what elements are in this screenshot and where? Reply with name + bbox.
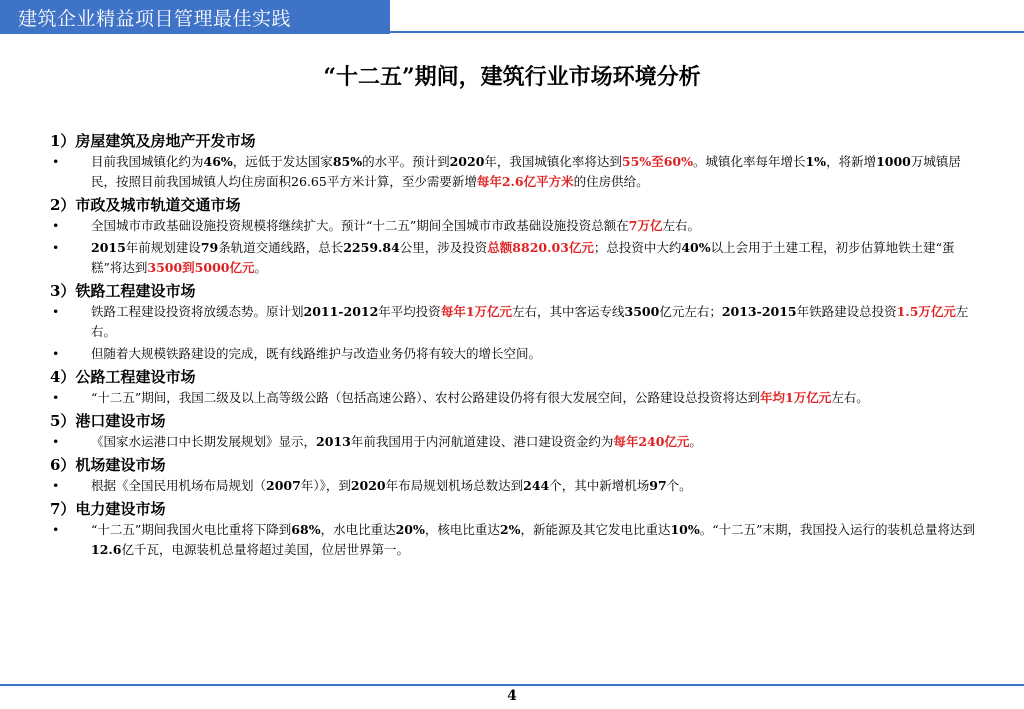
bullet-item: [50, 152, 985, 192]
bullet-dot-icon: •: [52, 390, 60, 405]
text-run: 40%: [681, 240, 711, 255]
text-run: 亿千瓦，电源装机总量将超过美国，位居世界第一。: [121, 542, 409, 557]
text-run: 年铁路建设总投资: [796, 304, 897, 319]
text-run: 万城镇居民，按照目前我国城镇人均住房面积: [91, 154, 961, 189]
text-run: 2013: [316, 434, 351, 449]
text-run: 2007: [266, 478, 301, 493]
text-run: 68%: [291, 522, 321, 537]
text-run: 全国城市市政基础设施投资规模将继续扩大。预计“十二五”期间全国城市市政基础设施投资总额在: [91, 218, 629, 233]
text-run: 的住房供给。: [573, 174, 649, 189]
text-run: 但随着大规模铁路建设的完成，既有线路维护与改造业务仍将有较大的增长空间。: [91, 346, 542, 361]
text-run: 左右。: [91, 304, 969, 339]
text-run: 244: [523, 478, 550, 493]
text-run: 左右，其中客运专线: [512, 304, 625, 319]
bullet-item: [50, 302, 985, 342]
section-5: [50, 410, 985, 452]
slide-title: “十二五”期间，建筑行业市场环境分析: [323, 64, 701, 90]
text-run: 年）》，到: [300, 478, 351, 493]
text-run: 个，其中新增机场: [549, 478, 650, 493]
content-body: [50, 128, 985, 562]
text-run: ，水电比重达: [320, 522, 396, 537]
text-run: 《国家水运港口中长期发展规划》显示，: [91, 434, 317, 449]
text-run: 2015: [91, 240, 126, 255]
section-heading: 2）市政及城市轨道交通市场: [50, 196, 241, 214]
text-run: 2020: [350, 478, 386, 493]
text-run: ；总投资中大约: [593, 240, 682, 255]
text-run: 3500: [624, 304, 660, 319]
footer-rule: [0, 684, 1024, 686]
highlight-text: 每年2.6亿平方米: [476, 174, 574, 189]
text-run: 左右。: [662, 218, 701, 233]
bullet-item: [50, 388, 985, 408]
highlight-text: 55%至60%: [621, 154, 693, 169]
text-run: 平方米计算，至少需要新增: [326, 174, 477, 189]
bullet-item: [50, 216, 985, 236]
section-2: [50, 194, 985, 278]
header-banner: [0, 0, 390, 34]
text-run: “十二五”期间我国火电比重将下降到: [91, 522, 292, 537]
highlight-text: 年均1万亿元: [760, 390, 832, 405]
text-run: 个。: [666, 478, 692, 493]
section-7: [50, 498, 985, 560]
text-run: 年，我国城镇化率将达到: [484, 154, 622, 169]
text-run: 26.65: [291, 174, 327, 189]
section-6: [50, 454, 985, 496]
section-heading: 5）港口建设市场: [50, 412, 166, 430]
section-heading: 4）公路工程建设市场: [50, 368, 196, 386]
text-run: 10%: [670, 522, 700, 537]
text-run: 年平均投资: [378, 304, 441, 319]
bullet-item: [50, 432, 985, 452]
text-run: “十二五”期间，我国二级及以上高等级公路（包括高速公路）、农村公路建设仍将有很大发展空间，公路建设总投资将达到: [91, 390, 761, 405]
section-heading: 3）铁路工程建设市场: [50, 282, 196, 300]
text-run: 根据《全国民用机场布局规划（: [91, 478, 267, 493]
bullet-dot-icon: •: [52, 434, 60, 449]
text-run: 铁路工程建设投资将放缓态势。原计划: [91, 304, 304, 319]
text-run: 的水平。预计到: [362, 154, 450, 169]
section-heading: 6）机场建设市场: [50, 456, 166, 474]
text-run: 。“十二五”末期，我国投入运行的装机总量将达到: [699, 522, 976, 537]
bullet-item: [50, 344, 985, 364]
text-run: 1000: [876, 154, 911, 169]
text-run: 目前我国城镇化约为: [91, 154, 204, 169]
text-run: 以上会用于土建工程，初步估算地铁土建“蛋糕”将达到: [91, 240, 955, 275]
text-run: 20%: [395, 522, 425, 537]
text-run: 1%: [805, 154, 827, 169]
highlight-text: 3500到5000亿元: [147, 260, 255, 275]
highlight-text: 1.5万亿元: [896, 304, 956, 319]
text-run: 。城镇化率每年增长: [692, 154, 806, 169]
text-run: 2%: [499, 522, 521, 537]
text-run: 亿元左右；: [659, 304, 722, 319]
text-run: 左右。: [831, 390, 869, 405]
banner-title: 建筑企业精益项目管理最佳实践: [18, 8, 292, 30]
text-run: 2013-2015: [721, 304, 797, 319]
bullet-dot-icon: •: [52, 522, 60, 537]
text-run: 。: [689, 434, 702, 449]
bullet-dot-icon: •: [52, 304, 60, 319]
header-rule: [390, 31, 1024, 33]
text-run: ，核电比重达: [424, 522, 500, 537]
text-run: 79: [200, 240, 219, 255]
text-run: 2020: [449, 154, 485, 169]
text-run: 年前规划建设: [125, 240, 201, 255]
bullet-item: [50, 520, 985, 560]
text-run: 。: [254, 260, 267, 275]
section-heading: 7）电力建设市场: [50, 500, 166, 518]
highlight-text: 每年1万亿元: [440, 304, 513, 319]
bullet-dot-icon: •: [52, 346, 60, 361]
text-run: ，新能源及其它发电比重达: [520, 522, 671, 537]
text-run: 年布局规划机场总数达到: [385, 478, 524, 493]
text-run: 公里，涉及投资: [399, 240, 488, 255]
bullet-dot-icon: •: [52, 478, 60, 493]
text-run: 2011-2012: [303, 304, 379, 319]
text-run: 97: [649, 478, 667, 493]
section-heading: 1）房屋建筑及房地产开发市场: [50, 132, 256, 150]
text-run: 12.6: [91, 542, 122, 557]
bullet-dot-icon: •: [52, 154, 60, 169]
text-run: 年前我国用于内河航道建设、港口建设资金约为: [350, 434, 614, 449]
section-3: [50, 280, 985, 364]
highlight-text: 7万亿: [628, 218, 663, 233]
page-number: 4: [507, 688, 517, 704]
highlight-text: 每年240亿元: [613, 434, 690, 449]
text-run: 85%: [332, 154, 363, 169]
bullet-item: [50, 476, 985, 496]
text-run: 2259.84: [343, 240, 400, 255]
section-1: [50, 130, 985, 192]
text-run: 46%: [203, 154, 233, 169]
text-run: ，远低于发达国家: [232, 154, 333, 169]
bullet-dot-icon: •: [52, 240, 60, 255]
bullet-item: [50, 238, 985, 278]
bullet-dot-icon: •: [52, 218, 60, 233]
text-run: 条轨道交通线路，总长: [218, 240, 344, 255]
highlight-text: 总额8820.03亿元: [487, 240, 594, 255]
section-4: [50, 366, 985, 408]
text-run: ，将新增: [826, 154, 877, 169]
